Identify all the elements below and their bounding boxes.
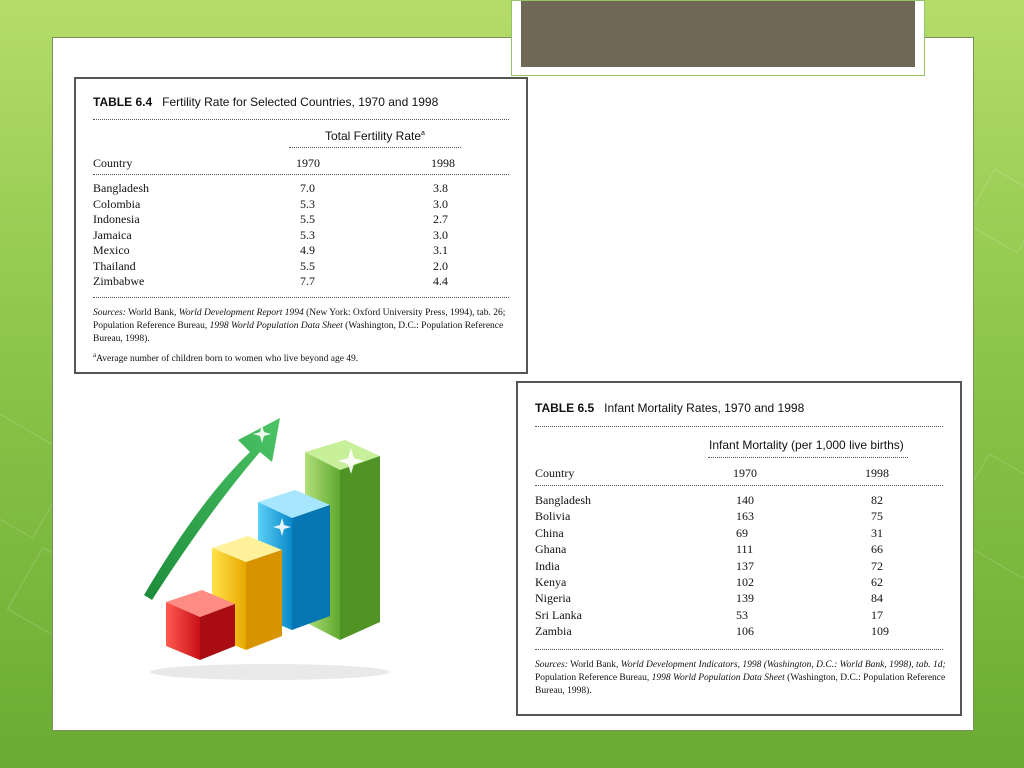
- cell-1970: 102: [736, 575, 754, 589]
- cell-country: Zambia: [535, 624, 572, 639]
- table-rule: [535, 649, 943, 650]
- cell-1998: 3.0: [433, 196, 448, 211]
- table-row: [518, 608, 960, 623]
- cell-1970: 5.5: [300, 212, 315, 226]
- table-row: [76, 274, 526, 289]
- bar-red: [166, 590, 235, 660]
- cell-country: Mexico: [93, 243, 130, 257]
- cell-1998: 84: [871, 591, 883, 606]
- cell-1970: 4.9: [300, 243, 315, 257]
- cell-1998: 82: [871, 493, 883, 507]
- cell-country: Bangladesh: [93, 181, 149, 195]
- cell-country: Bolivia: [535, 509, 571, 524]
- cell-country: China: [535, 525, 564, 540]
- cell-country: Bangladesh: [535, 493, 591, 507]
- cell-1998: 31: [871, 525, 883, 540]
- col-header-country: Country: [93, 156, 133, 170]
- col-header-country: Country: [535, 466, 575, 480]
- cell-1998: 66: [871, 542, 883, 557]
- table-number: TABLE 6.5: [535, 401, 595, 415]
- table-row: [518, 624, 960, 639]
- cell-1970: 69: [736, 525, 748, 540]
- table-rule: [93, 297, 509, 298]
- table-rule: [535, 485, 943, 486]
- cell-1998: 2.7: [433, 212, 448, 226]
- group-header: Total Fertility Rate$^a$: [325, 129, 425, 143]
- cell-country: Nigeria: [535, 591, 571, 606]
- cell-country: Colombia: [93, 196, 141, 211]
- cell-1970: 53: [736, 607, 748, 622]
- cell-country: Jamaica: [93, 227, 132, 242]
- table-row: [76, 212, 526, 227]
- col-header-1998: 1998: [431, 156, 455, 170]
- cell-country: India: [535, 558, 560, 573]
- group-header: Infant Mortality (per 1,000 live births): [709, 438, 904, 452]
- table-footnote: $^a$Average number of children born to women who live beyond age 49.: [93, 351, 359, 365]
- cell-country: Zimbabwe: [93, 274, 145, 288]
- cell-1998: 72: [871, 558, 883, 573]
- cell-1970: 106: [736, 624, 754, 639]
- cell-country: Thailand: [93, 258, 136, 273]
- cell-1998: 109: [871, 624, 889, 639]
- table-sources: Sources: World Bank, World Development Indicators, 1998 (Washington, D.C.: World Bank, 1998), tab. 1d; Population Reference Bureau, 1998 World Population Data Sheet (Washington, D.C.: Population Reference Bureau, 1998).: [535, 660, 946, 696]
- group-rule: [708, 457, 908, 458]
- table-row: [76, 259, 526, 274]
- table-row: [518, 591, 960, 606]
- table-row: [76, 228, 526, 243]
- cell-1998: 3.8: [433, 181, 448, 195]
- cell-1998: 3.0: [433, 227, 448, 242]
- col-header-1970: 1970: [733, 466, 757, 480]
- cell-1998: 62: [871, 575, 883, 589]
- cell-1970: 163: [736, 509, 754, 524]
- cell-country: Sri Lanka: [535, 607, 582, 622]
- cell-1970: 139: [736, 591, 754, 606]
- cell-1970: 5.3: [300, 196, 315, 211]
- table-rule: [93, 174, 509, 175]
- table-row: [518, 526, 960, 541]
- table-caption: [93, 95, 438, 109]
- cell-country: Indonesia: [93, 212, 140, 226]
- cell-1970: 5.3: [300, 227, 315, 242]
- table-row: [518, 575, 960, 590]
- cell-1970: 111: [736, 542, 754, 557]
- table-row: [518, 542, 960, 557]
- table-title: Fertility Rate for Selected Countries, 1970 and 1998: [162, 95, 439, 109]
- cell-1998: 4.4: [433, 274, 448, 288]
- table-rule: [93, 119, 509, 120]
- shadow: [150, 664, 390, 680]
- cell-country: Kenya: [535, 575, 567, 589]
- table-sources: Sources: World Bank, World Development Report 1994 (New York: Oxford University Press, 1994), tab. 26; Population Reference Bureau, 1998 World Population Data Sheet (Washington, D.C.: Population Reference Bureau, 1998).: [93, 308, 506, 344]
- title-bar-fill: [521, 1, 915, 67]
- cell-1998: 2.0: [433, 258, 448, 273]
- table-row: [76, 181, 526, 196]
- table-row: [76, 243, 526, 258]
- cell-1998: 3.1: [433, 243, 448, 257]
- growth-chart-illustration: [130, 410, 400, 685]
- cell-1970: 7.0: [300, 181, 315, 195]
- table-row: [518, 559, 960, 574]
- table-row: [518, 509, 960, 524]
- col-header-1970: 1970: [296, 156, 320, 170]
- cell-1970: 137: [736, 558, 754, 573]
- cell-1970: 5.5: [300, 258, 315, 273]
- table-row: [518, 493, 960, 508]
- title-placeholder[interactable]: [511, 0, 925, 76]
- table-rule: [535, 426, 943, 427]
- table-6-5: [516, 381, 962, 716]
- cell-1970: 140: [736, 493, 754, 507]
- cell-1998: 75: [871, 509, 883, 524]
- table-6-4: [74, 77, 528, 374]
- cell-1998: 17: [871, 607, 883, 622]
- table-caption: [535, 401, 804, 415]
- col-header-1998: 1998: [865, 466, 889, 480]
- table-number: TABLE 6.4: [93, 95, 153, 109]
- group-rule: [289, 147, 461, 148]
- table-title: Infant Mortality Rates, 1970 and 1998: [604, 401, 805, 415]
- cell-1970: 7.7: [300, 274, 315, 288]
- cell-country: Ghana: [535, 542, 567, 557]
- table-row: [76, 197, 526, 212]
